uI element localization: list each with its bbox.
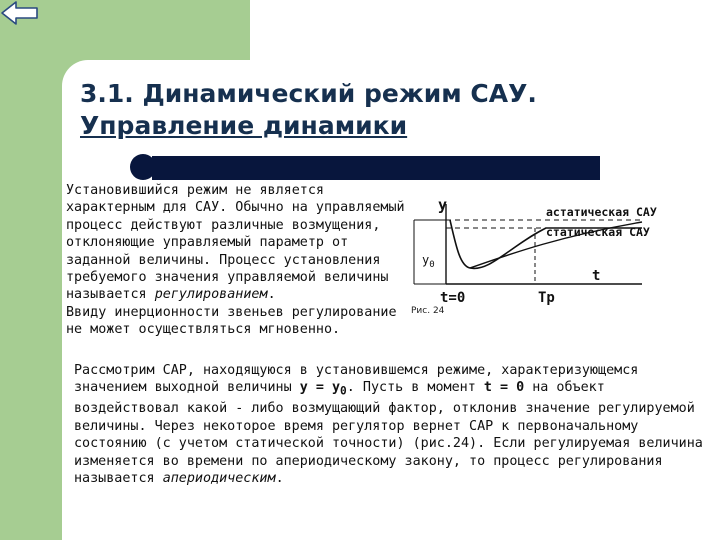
divider-bar <box>152 156 600 180</box>
paragraph-intro-text: Установившийся режим не является характерным для САУ. Обычно на управляемый процесс действуют различные возмущения, отклоняющие управляемый параметр от заданной величины. Процесс установления требуемого значения управляемой величины называется регулированием. <box>66 183 405 303</box>
figure-y0-label: $y_0$ <box>422 253 435 270</box>
title-line-1: 3.1. Динамический режим САУ. <box>80 79 537 108</box>
paragraph-process: Рассмотрим САР, находящуюся в установившемся режиме, характеризующемся значением выходной величины $y = y_0$. Пусть в момент t = 0 на объект воздействовал какой - либо возмущающий фактор, отклонив значение регулируемой величины. Через некоторое время регулятор вернет САР к первоначальному состоянию (с учетом статической точности) (рис.24). Если регулируемая величина изменяется во времени по апериодическому закону, то процесс регулирования называется апериодическим. <box>74 363 703 487</box>
equation-y-y0: $y = y_0$ <box>299 380 347 399</box>
figure-y-label: y <box>438 196 448 214</box>
slide-title <box>80 78 600 142</box>
figure-t-label: t <box>592 268 601 284</box>
back-arrow-icon[interactable] <box>0 0 40 26</box>
figure-t0-label: t=0 <box>440 290 466 306</box>
term-regulation: регулированием <box>154 287 268 303</box>
figure-caption: Рис. 24 <box>411 306 445 316</box>
figure-tp-label: Tp <box>538 290 555 306</box>
term-aperiodic: апериодическим <box>162 471 276 487</box>
title-line-2: Управление динамики <box>80 111 408 140</box>
paragraph-inertia-text: Ввиду инерционности звеньев регулирование не может осуществляться мгновенно. <box>66 304 397 338</box>
equation-t0: t = 0 <box>483 380 525 396</box>
figure-transient-response <box>410 196 700 321</box>
figure-astatic-label: астатическая САУ <box>546 205 657 219</box>
paragraph-intro <box>66 182 411 339</box>
figure-static-label: статическая САУ <box>546 225 650 239</box>
